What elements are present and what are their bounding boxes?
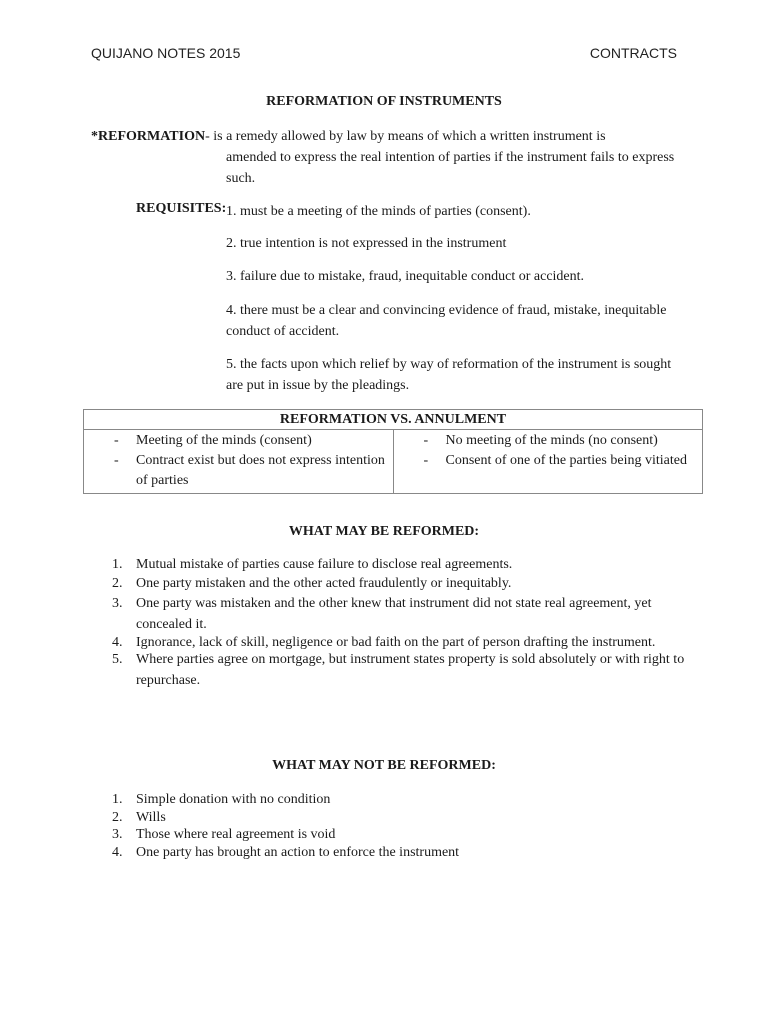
list-number: 4. [112, 844, 123, 860]
may-be-reformed-list [112, 556, 692, 691]
comparison-item [394, 431, 703, 451]
list-number: 2. [112, 809, 123, 825]
may-not-be-reformed-list [112, 791, 692, 861]
list-item [112, 791, 692, 809]
list-number: 4. [112, 635, 123, 650]
comparison-item-text: Consent of one of the parties being vitiated [445, 453, 687, 468]
list-number: 3. [112, 827, 123, 842]
comparison-item [394, 451, 703, 471]
may-be-reformed-heading: WHAT MAY BE REFORMED: [288, 524, 480, 539]
requisites-label: REQUISITES: [136, 201, 227, 216]
comparison-heading: REFORMATION VS. ANNULMENT [84, 410, 703, 430]
comparison-item [84, 451, 393, 491]
list-number: 3. [112, 596, 123, 611]
dash-bullet: - [423, 433, 429, 448]
definition-first-text: - is a remedy allowed by law by means of which a written instrument is [205, 129, 606, 144]
list-number: 2. [112, 575, 123, 591]
header-left: QUIJANO NOTES 2015 [91, 45, 241, 61]
list-item [112, 826, 692, 844]
requisite-item: 1. must be a meeting of the minds of parties (consent). [226, 204, 531, 219]
requisite-item: 5. the facts upon which relief by way of reformation of the instrument is sought are put in issue by the pleadings. [226, 357, 672, 393]
header-right: CONTRACTS [589, 45, 677, 61]
list-item [112, 844, 692, 862]
list-item [112, 593, 692, 635]
requisite-item: 3. failure due to mistake, fraud, inequitable conduct or accident. [226, 269, 585, 284]
comparison-item [84, 431, 393, 451]
list-item-text: Mutual mistake of parties cause failure to disclose real agreements. [136, 557, 513, 572]
requisite-item: 2. true intention is not expressed in the instrument [226, 236, 507, 251]
comparison-item-text: No meeting of the minds (no consent) [445, 433, 658, 448]
list-item-text: One party mistaken and the other acted fraudulently or inequitably. [136, 575, 512, 591]
comparison-item-text: Meeting of the minds (consent) [136, 433, 312, 448]
page-title: REFORMATION OF INSTRUMENTS [266, 94, 502, 109]
list-number: 1. [112, 557, 123, 572]
definition-term: *REFORMATION [91, 129, 206, 144]
list-item-text: One party was mistaken and the other knew that instrument did not state real agreement, yet concealed it. [136, 596, 652, 632]
comparison-item-text: Contract exist but does not express intention of parties [136, 453, 385, 488]
comparison-table [83, 409, 703, 494]
list-item-text: Where parties agree on mortgage, but instrument states property is sold absolutely or with right to repurchase. [136, 652, 685, 688]
annulment-column [393, 430, 703, 494]
list-number: 5. [112, 652, 123, 667]
list-item-text: Those where real agreement is void [136, 827, 336, 842]
reformation-column [84, 430, 394, 494]
list-item [112, 575, 692, 594]
definition [91, 126, 691, 189]
list-item [112, 809, 692, 827]
dash-bullet: - [114, 453, 119, 468]
definition-first-line [91, 126, 691, 147]
list-item-text: One party has brought an action to enforce the instrument [136, 844, 460, 860]
definition-continuation: amended to express the real intention of parties if the instrument fails to express such. [226, 150, 675, 186]
dash-bullet: - [114, 433, 119, 448]
dash-bullet: - [423, 453, 429, 468]
list-item-text: Ignorance, lack of skill, negligence or bad faith on the part of person drafting the instrument. [136, 635, 656, 650]
may-not-be-reformed-heading: WHAT MAY NOT BE REFORMED: [272, 758, 496, 773]
list-item [112, 649, 692, 691]
list-number: 1. [112, 792, 123, 807]
list-item [112, 556, 692, 575]
requisite-item: 4. there must be a clear and convincing evidence of fraud, mistake, inequitable conduct of accident. [226, 303, 667, 339]
list-item-text: Wills [136, 809, 166, 825]
list-item-text: Simple donation with no condition [136, 792, 331, 807]
